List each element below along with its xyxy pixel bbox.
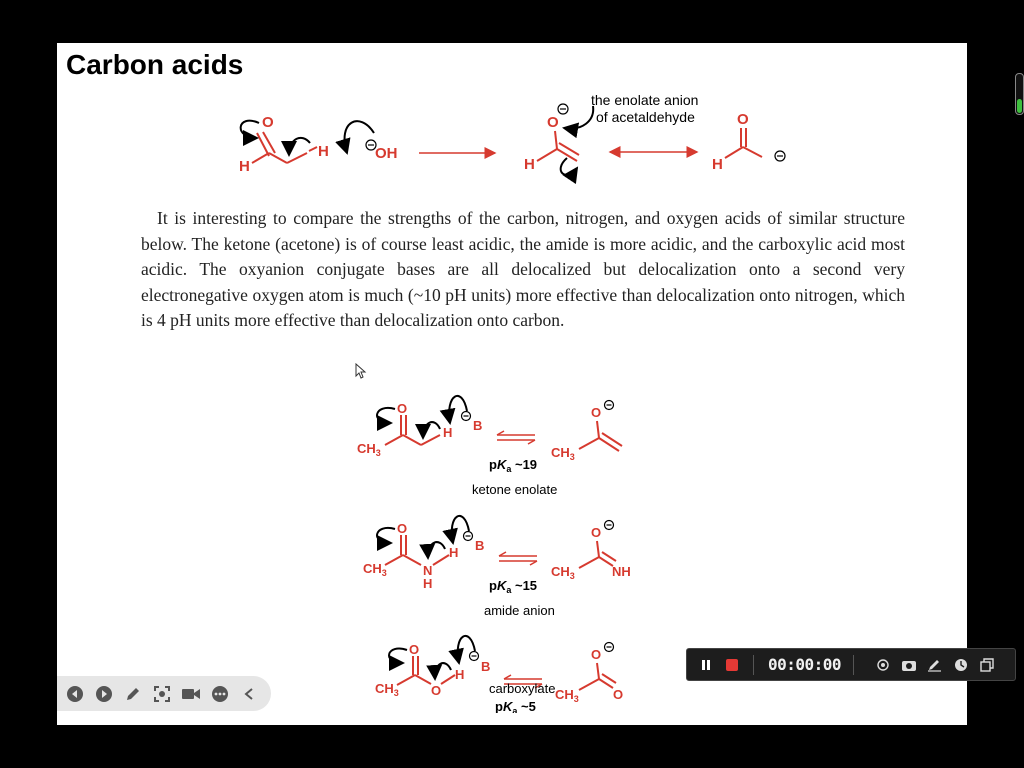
window-icon[interactable] bbox=[976, 654, 998, 676]
atom-o: O bbox=[591, 405, 602, 420]
screen-recorder-bar bbox=[686, 648, 1016, 681]
atom-o: O bbox=[547, 114, 559, 131]
annotation-toolbar bbox=[57, 676, 271, 711]
enolate-label-line1: the enolate anion bbox=[591, 92, 699, 108]
atom-b: B bbox=[475, 538, 485, 553]
atom-o: O bbox=[397, 521, 408, 536]
forward-icon[interactable] bbox=[94, 684, 114, 704]
atom-o: O bbox=[591, 525, 602, 540]
pka-amide: $pK_a$ ~15 bbox=[489, 578, 538, 595]
svg-text:CH3: $CH_3$ bbox=[555, 687, 579, 704]
camera-icon[interactable] bbox=[898, 654, 920, 676]
atom-oh: OH bbox=[375, 145, 398, 162]
acetaldehyde-scheme bbox=[57, 43, 967, 193]
pen-icon[interactable] bbox=[924, 654, 946, 676]
atom-h: H bbox=[449, 545, 459, 560]
atom-nh: NH bbox=[612, 564, 631, 579]
atom-h: H bbox=[239, 158, 250, 175]
pause-icon[interactable] bbox=[695, 654, 717, 676]
caption-amide: amide anion bbox=[484, 603, 555, 618]
reaction-ketone bbox=[357, 396, 622, 497]
atom-h: H bbox=[712, 156, 723, 173]
stop-icon[interactable] bbox=[721, 654, 743, 676]
divider bbox=[853, 655, 854, 675]
reaction-amide bbox=[363, 516, 631, 618]
svg-text:CH3: $CH_3$ bbox=[363, 561, 387, 578]
divider bbox=[753, 655, 754, 675]
webcam-icon[interactable] bbox=[872, 654, 894, 676]
caption-ketone: ketone enolate bbox=[472, 482, 558, 497]
reaction-carboxylic-acid bbox=[375, 636, 623, 713]
atom-o: O bbox=[409, 642, 420, 657]
collapse-icon[interactable] bbox=[239, 684, 259, 704]
more-icon[interactable] bbox=[210, 684, 230, 704]
pka-ketone: $pK_a$ ~19 bbox=[489, 457, 538, 474]
svg-text:CH3: $CH_3$ bbox=[551, 564, 575, 581]
atom-h: H bbox=[524, 156, 535, 173]
slide-title: Carbon acids bbox=[66, 49, 244, 80]
clock-icon[interactable] bbox=[950, 654, 972, 676]
paragraph-text: It is interesting to compare the strengths of the carbon, nitrogen, and oxygen acids of similar structure below. The ketone (acetone) is of course least acidic, the amide is more acidic, and the carboxylic acid most acidic. The oxyanion conjugate bases are all delocalized but delocalization onto a second very electronegative oxygen atom is much (~10 pH units) more effective than delocalization onto nitrogen, which is 4 pH units more effective than delocalization onto carbon. bbox=[141, 208, 905, 330]
atom-b: B bbox=[481, 659, 491, 674]
svg-text:CH3: $CH_3$ bbox=[357, 441, 381, 458]
pen-icon[interactable] bbox=[123, 684, 143, 704]
slide bbox=[57, 43, 967, 725]
atom-h: H bbox=[455, 667, 465, 682]
scroll-indicator[interactable] bbox=[1015, 73, 1024, 115]
atom-o: O bbox=[262, 114, 274, 131]
back-icon[interactable] bbox=[65, 684, 85, 704]
atom-o: O bbox=[431, 683, 442, 698]
atom-b: B bbox=[473, 418, 483, 433]
pka-carboxylate: $pK_a$ ~5 bbox=[495, 699, 536, 713]
svg-text:CH3: $CH_3$ bbox=[375, 681, 399, 698]
enolate-label-line2: of acetaldehyde bbox=[596, 109, 695, 125]
atom-o: O bbox=[613, 687, 624, 702]
caption-carboxylate: carboxylate bbox=[489, 681, 556, 696]
recording-timer: 00:00:00 bbox=[768, 655, 842, 674]
atom-h: H bbox=[318, 143, 329, 160]
atom-h: H bbox=[443, 425, 453, 440]
svg-text:CH3: $CH_3$ bbox=[551, 445, 575, 462]
atom-o: O bbox=[397, 401, 408, 416]
atom-o: O bbox=[591, 647, 602, 662]
screenshot-icon[interactable] bbox=[152, 684, 172, 704]
atom-o: O bbox=[737, 111, 749, 128]
atom-n: N bbox=[423, 563, 433, 578]
explanation-paragraph bbox=[141, 206, 905, 334]
video-icon[interactable] bbox=[181, 684, 201, 704]
atom-h: H bbox=[423, 576, 433, 591]
mouse-cursor-icon bbox=[355, 363, 367, 379]
